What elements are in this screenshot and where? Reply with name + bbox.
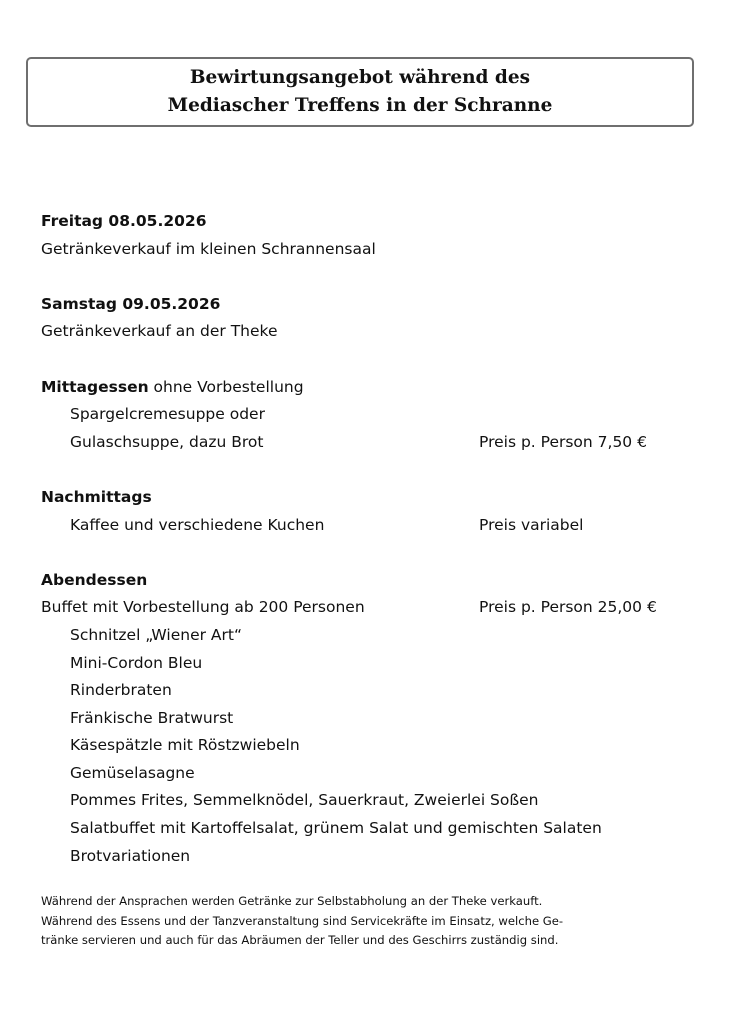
- page-title-line-2: Mediascher Treffens in der Schranne: [167, 95, 553, 116]
- footer-note: [41, 892, 701, 951]
- afternoon-heading: Nachmittags: [41, 487, 152, 506]
- footer-line: Während der Ansprachen werden Getränke zur Selbstabholung an der Theke verkauft.: [41, 894, 543, 908]
- dinner-item: Pommes Frites, Semmelknödel, Sauerkraut, Zweierlei Soßen: [70, 791, 539, 810]
- dinner-item: Brotvariationen: [70, 846, 191, 865]
- spacer: [41, 263, 701, 291]
- page-title-line-1: Bewirtungsangebot während des: [189, 67, 531, 88]
- dinner-item: Fränkische Bratwurst: [70, 708, 234, 727]
- menu-content: [41, 208, 701, 870]
- dinner-item: Käsespätzle mit Röstzwiebeln: [70, 736, 300, 755]
- dinner-item: Mini-Cordon Bleu: [70, 653, 203, 672]
- friday-heading: Freitag 08.05.2026: [41, 212, 207, 230]
- dinner-price: Preis p. Person 25,00 €: [479, 598, 657, 617]
- lunch-item: Gulaschsuppe, dazu Brot: [70, 432, 264, 451]
- dinner-buffet-row: [41, 594, 701, 622]
- dinner-heading: Abendessen: [41, 570, 148, 589]
- footer-line: Während des Essens und der Tanzveranstaltung sind Servicekräfte im Einsatz, welche Ge-: [41, 913, 564, 928]
- lunch-item-row: [41, 429, 701, 457]
- saturday-text: Getränkeverkauf an der Theke: [41, 322, 278, 341]
- lunch-heading: Mittagessen: [41, 377, 149, 396]
- dinner-buffet: Buffet mit Vorbestellung ab 200 Personen: [41, 598, 365, 617]
- dinner-item: Salatbuffet mit Kartoffelsalat, grünem Salat und gemischten Salaten: [70, 819, 602, 838]
- lunch-heading-suffix: ohne Vorbestellung: [148, 377, 304, 396]
- dinner-item: Rinderbraten: [70, 681, 172, 700]
- lunch-price: Preis p. Person 7,50 €: [479, 432, 647, 451]
- afternoon-item-row: [41, 512, 701, 540]
- spacer: [41, 346, 701, 374]
- spacer: [41, 539, 701, 567]
- lunch-heading-line: [41, 374, 701, 402]
- dinner-item: Gemüselasagne: [70, 763, 195, 782]
- title-box: [26, 57, 694, 127]
- dinner-item: Schnitzel „Wiener Art“: [70, 625, 242, 644]
- spacer: [41, 456, 701, 484]
- afternoon-item: Kaffee und verschiedene Kuchen: [70, 515, 325, 534]
- afternoon-price: Preis variabel: [479, 515, 584, 534]
- lunch-item: Spargelcremesuppe oder: [70, 405, 265, 424]
- saturday-heading: Samstag 09.05.2026: [41, 294, 221, 313]
- friday-text: Getränkeverkauf im kleinen Schrannensaal: [41, 239, 376, 258]
- footer-line: tränke servieren und auch für das Abräumen der Teller und des Geschirrs zuständig sind.: [41, 933, 559, 948]
